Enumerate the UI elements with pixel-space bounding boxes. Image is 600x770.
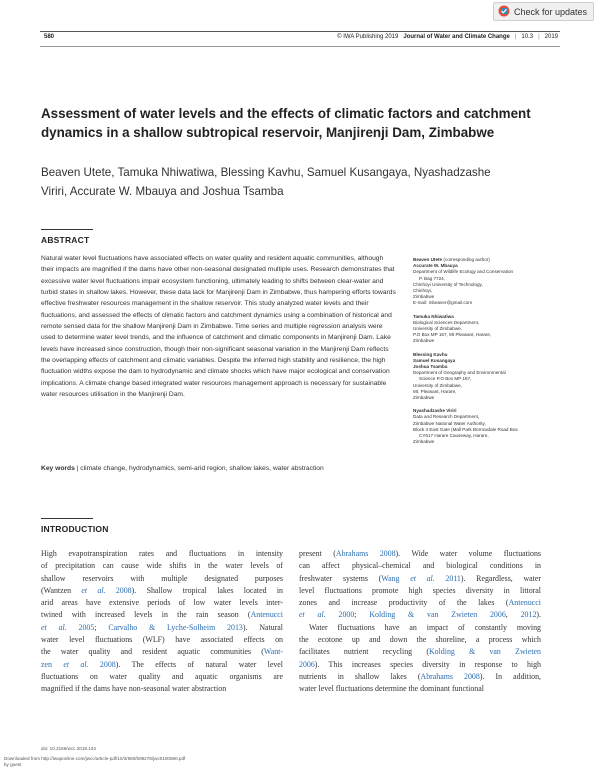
affiliations-sidebar bbox=[413, 257, 563, 452]
text-run: High evapotranspiration rates and fluctuations in intensity bbox=[41, 549, 283, 558]
text-run: ; bbox=[94, 622, 109, 632]
affiliation-block bbox=[413, 408, 563, 445]
text-line bbox=[41, 646, 283, 658]
affiliation-line: Zimbabwe bbox=[413, 439, 435, 445]
article-title: Assessment of water levels and the effects of climatic factors and catchment dynamics in a shallow subtropical reservoir, Manjirenji Dam, Zimbabwe bbox=[41, 106, 531, 140]
abstract-heading: ABSTRACT bbox=[41, 235, 90, 245]
citation-link[interactable]: 2008 bbox=[88, 659, 116, 669]
citation-link[interactable]: zen bbox=[41, 659, 64, 669]
affiliation-line: Department of Wildlife Ecology and Conservation bbox=[413, 269, 514, 275]
citation-link[interactable]: 2011 bbox=[434, 573, 461, 583]
text-line bbox=[41, 548, 283, 560]
download-note bbox=[4, 756, 185, 768]
text-line bbox=[41, 683, 283, 695]
text-run: arid areas have extensive periods of low water levels inter- bbox=[41, 598, 283, 608]
affiliation-line: P. Bag 7724, bbox=[419, 275, 445, 281]
text-line bbox=[41, 597, 283, 609]
affiliation-line: Chinhoyi University of Technology, bbox=[413, 281, 483, 287]
text-run: ). bbox=[536, 610, 541, 620]
text-run: ). Natural bbox=[242, 622, 283, 632]
citation-link[interactable]: et al. bbox=[410, 573, 435, 583]
text-line bbox=[299, 560, 541, 572]
copyright: © IWA Publishing 2019 bbox=[337, 34, 399, 40]
year: 2019 bbox=[544, 34, 558, 40]
page-number: 580 bbox=[44, 34, 55, 40]
section-rule bbox=[41, 518, 93, 519]
text-line bbox=[41, 634, 283, 646]
intro-right-column bbox=[299, 548, 541, 696]
text-line bbox=[299, 622, 541, 634]
affiliation-line: Biological Sciences Department, bbox=[413, 319, 480, 325]
affiliation-line: Joshua Tsamba bbox=[413, 364, 448, 370]
doi[interactable]: doi: 10.2166/wcc.2018.134 bbox=[41, 746, 96, 751]
journal-info bbox=[337, 34, 558, 40]
text-line bbox=[299, 646, 541, 658]
affiliation-author-name: Nyashadzashe Viriri bbox=[413, 408, 457, 414]
text-line bbox=[299, 683, 541, 695]
affiliation-line: E-mail: mbeaver@gmail.com bbox=[413, 300, 473, 306]
citation-link[interactable]: et al. bbox=[63, 659, 89, 669]
citation-link[interactable]: Want- bbox=[263, 647, 283, 657]
citation-link[interactable]: 2008 bbox=[105, 585, 132, 595]
affiliation-line: Science P.O Box MP 167, bbox=[419, 376, 472, 382]
affiliation-author-name: Tamuka Nhiwatiwa bbox=[413, 313, 454, 319]
text-line bbox=[299, 609, 541, 621]
citation-link[interactable]: Abrahams 2008 bbox=[335, 549, 396, 558]
separator: | bbox=[538, 34, 540, 40]
intro-left-column bbox=[41, 548, 283, 696]
text-run: ). Shallow tropical lakes located in bbox=[131, 585, 283, 595]
text-line bbox=[299, 585, 541, 597]
affiliation-line: Block 4 East Gate (Mall Park Borrowdale Road Box bbox=[413, 426, 518, 432]
text-run: water level fluctuations (WLF) have associated effects on bbox=[41, 635, 283, 645]
citation-link[interactable]: Antenucci bbox=[508, 598, 541, 608]
keywords bbox=[41, 465, 421, 472]
citation-link[interactable]: Kolding & van Zwieten bbox=[428, 647, 541, 657]
text-run: of precipitation can cause wide shifts in the water levels of bbox=[41, 561, 283, 571]
text-run: zones and increase productivity of the lakes ( bbox=[299, 598, 509, 608]
text-run: ). This increases species diversity in response to high bbox=[314, 659, 541, 669]
author-list: Beaven Utete, Tamuka Nhiwatiwa, Blessing Kavhu, Samuel Kusangaya, Nyashadzashe Viriri, Accurate W. Mbauya and Joshua Tsamba bbox=[41, 166, 491, 198]
keywords-label: Key words bbox=[41, 465, 75, 472]
citation-link[interactable]: et al. bbox=[41, 622, 67, 632]
affiliation-line: Zimbabwe bbox=[413, 338, 435, 344]
affiliation-block bbox=[413, 352, 563, 402]
text-line bbox=[41, 585, 283, 597]
download-note-line: Downloaded from http://iwaponline.com/jwcc/article-pdf/10/3/580/598278/jwc0100580.pdf bbox=[4, 756, 186, 761]
affiliation-note: (corresponding author) bbox=[442, 257, 490, 262]
introduction-heading: INTRODUCTION bbox=[41, 524, 109, 534]
text-run: ; bbox=[354, 610, 370, 620]
affiliation-line: Zimbabwe National Water Authority, bbox=[413, 420, 486, 426]
text-run: twined with increased levels in the rain season ( bbox=[41, 610, 251, 620]
download-note-line: by guest bbox=[4, 762, 22, 767]
citation-link[interactable]: 2012 bbox=[520, 610, 537, 620]
text-run: ). Regardless, water bbox=[460, 573, 541, 583]
text-run: facilitates nutrient recycling ( bbox=[299, 647, 429, 657]
running-header bbox=[40, 31, 560, 47]
citation-link[interactable]: Antenucci bbox=[250, 610, 283, 620]
affiliation-line: Data and Research Department, bbox=[413, 414, 480, 420]
volume: 10.3 bbox=[521, 34, 534, 40]
affiliation-line: Samuel Kusangaya bbox=[413, 357, 456, 363]
citation-link[interactable]: et al. bbox=[81, 585, 106, 595]
text-line bbox=[299, 671, 541, 683]
text-run: present ( bbox=[299, 549, 336, 558]
affiliation-block bbox=[413, 314, 563, 345]
affiliation-line: CY617 Harare Causeway, Harare, bbox=[419, 433, 489, 439]
text-line bbox=[41, 659, 283, 671]
text-run: Water fluctuations have an impact of constantly moving bbox=[309, 622, 541, 632]
text-line bbox=[41, 609, 283, 621]
check-for-updates-button[interactable] bbox=[493, 2, 594, 21]
affiliation-line: Accurate W. Mbauya bbox=[413, 263, 458, 269]
text-line bbox=[299, 548, 541, 560]
crossmark-icon bbox=[498, 5, 510, 19]
text-line bbox=[299, 573, 541, 585]
abstract-text: Natural water level fluctuations have associated effects on water quality and resident aquatic communities, although their impacts are magnified if the dams have other non-seasonal designated multiple uses. Research demonstrates that excessive water level fluctuations impair ecosystem functioning, ultimately leading to shifts between clear-water and turbid states in shallow lakes. However, these data lack for Manjirenji Dam in Zimbabwe, thus hampering efforts towards effective freshwater resources management in the shallow reservoir. This study analyzed water levels and their fluctuations, and assessed the effects of climatic factors and catchment dynamics using a combination of historical and remote sensed data for the shallow Manjirenji Dam in Zimbabwe. Time series and multiple regression analysis were used to determine water level trends, and the influence of catchment and climatic components in Manjirenji Dam. Lake levels have increased since construction, though their non-significant seasonal variation in the Manjirenji Dam reflects the overlapping effects of catchment and climatic variables. Despite the inferred high stability and resilience, the high fluctuation widths expose the dam to hydrodynamic and climate shocks which have major ecological and conservation implications. A climate change based integrated water resources management approach is necessary for sustainable water resources utilisation in the Manjirenji Dam. bbox=[41, 255, 396, 399]
text-run: the water quality and resident aquatic communities ( bbox=[41, 647, 264, 657]
text-line bbox=[41, 622, 283, 634]
affiliation-line: Mt. Pleasant, Harare, bbox=[413, 388, 457, 394]
text-run: ). In addition, bbox=[479, 671, 541, 681]
text-line bbox=[41, 573, 283, 585]
text-run: ). The effects of natural water level bbox=[115, 659, 283, 669]
journal-name[interactable]: Journal of Water and Climate Change bbox=[403, 34, 510, 40]
citation-link[interactable]: Kolding & van Zwieten 2006 bbox=[369, 610, 506, 620]
separator: | bbox=[514, 34, 517, 40]
text-line bbox=[41, 560, 283, 572]
section-rule bbox=[41, 229, 93, 230]
affiliation-line: Zimbabwe bbox=[413, 395, 435, 401]
text-run: (Wantzen bbox=[41, 585, 82, 595]
text-run: nutrients in shallow lakes ( bbox=[299, 671, 421, 681]
text-line bbox=[299, 634, 541, 646]
text-line bbox=[299, 597, 541, 609]
text-run: magnified if the dams have non-seasonal water abstraction bbox=[41, 684, 227, 694]
citation-link[interactable]: et al. bbox=[299, 610, 326, 620]
affiliation-author-name: Beaven Utete bbox=[413, 257, 443, 262]
citation-link[interactable]: 2000 bbox=[325, 610, 355, 620]
affiliation-line: University of Zimbabwe, bbox=[413, 382, 463, 388]
text-run: fluctuations on water quality and aquatic organisms are bbox=[41, 671, 283, 681]
affiliation-line: P.O Box MP 167, Mt Pleasant, Harare, bbox=[413, 332, 492, 338]
text-run: can affect physical–chemical and biological conditions in bbox=[299, 561, 541, 571]
text-run: water level fluctuations determine the dominant functional bbox=[299, 684, 484, 694]
text-run: freshwater systems ( bbox=[299, 573, 382, 583]
text-line bbox=[299, 659, 541, 671]
text-run: level fluctuations promote high species diversity in littoral bbox=[299, 585, 541, 595]
affiliation-line: University of Zimbabwe, bbox=[413, 326, 463, 332]
citation-link[interactable]: 2005 bbox=[66, 622, 95, 632]
text-run: ). Wide water volume fluctuations bbox=[395, 549, 541, 558]
citation-link[interactable]: Wang bbox=[381, 573, 411, 583]
text-run: the ecotone up and down the shoreline, a process which bbox=[299, 635, 541, 645]
check-for-updates-label: Check for updates bbox=[513, 6, 587, 17]
citation-link[interactable]: 2006 bbox=[299, 659, 315, 669]
text-run: shallow reservoirs with multiple designated purposes bbox=[41, 573, 283, 583]
citation-link[interactable]: Abrahams 2008 bbox=[420, 671, 480, 681]
affiliation-author-name: Blessing Kavhu bbox=[413, 351, 448, 357]
keywords-text: | climate change, hydrodynamics, semi-arid region, shallow lakes, water abstraction bbox=[76, 465, 324, 472]
text-line bbox=[41, 671, 283, 683]
affiliation-line: Chinhoyi, bbox=[413, 288, 433, 294]
affiliation-line: Zimbabwe bbox=[413, 294, 435, 300]
affiliation-line: Department of Geography and Environmental bbox=[413, 370, 506, 376]
citation-link[interactable]: Carvalho & Lyche-Solheim 2013 bbox=[108, 622, 243, 632]
text-run: , bbox=[505, 610, 521, 620]
affiliation-block bbox=[413, 257, 563, 307]
